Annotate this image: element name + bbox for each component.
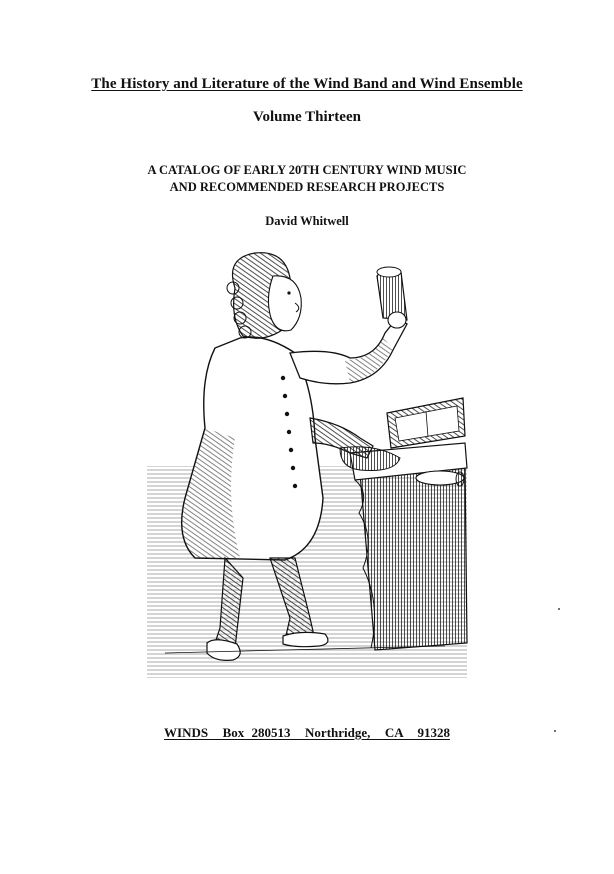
catalog-subtitle (0, 162, 614, 196)
catalog-line-1: A CATALOG OF EARLY 20TH CENTURY WIND MUSIC (147, 163, 467, 177)
scan-speck (558, 608, 560, 610)
publisher-address: WINDS Box 280513 Northridge, CA 91328 (164, 725, 450, 740)
author-name: David Whitwell (265, 214, 349, 228)
series-title: The History and Literature of the Wind Band and Wind Ensemble (91, 76, 523, 92)
volume-number: Volume Thirteen (253, 109, 361, 125)
catalog-line-2: AND RECOMMENDED RESEARCH PROJECTS (169, 180, 445, 194)
conductor-engraving-icon (145, 248, 470, 680)
scan-speck (554, 730, 556, 732)
